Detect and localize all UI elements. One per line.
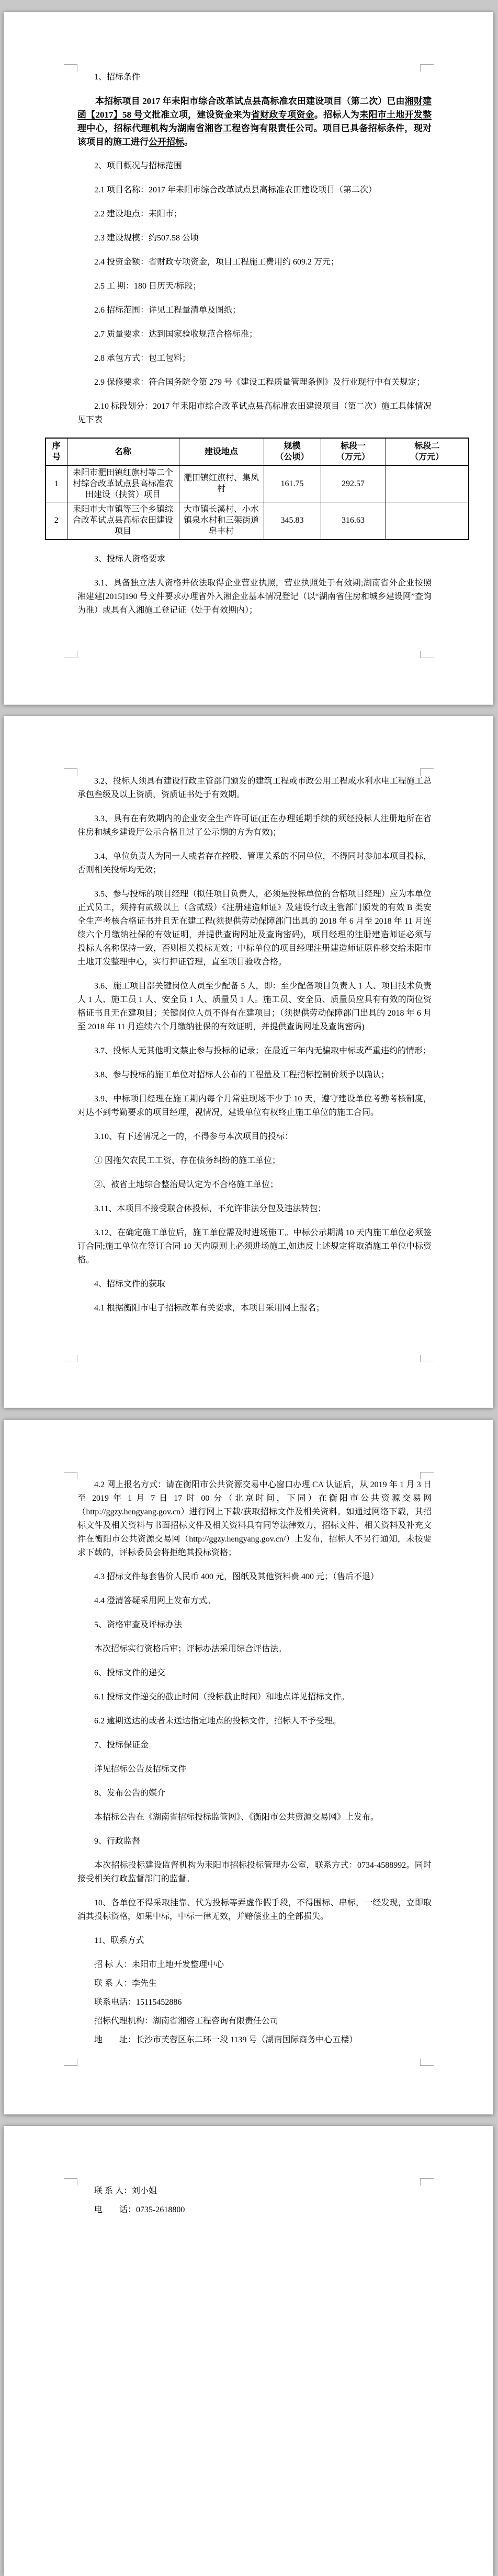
cell-index: 1: [46, 465, 67, 502]
page-1-content: [52, 12, 444, 628]
col-header-location: 建设地点: [179, 438, 264, 465]
table-row: [46, 502, 469, 539]
clause-qualification-3-5: 3.5、参与投标的项目经理（拟任项目负责人，必须是投标单位的合格项目经理）应为本单位正式员工，须持有贰级以上（含贰级）《注册建造师证》及建设行政主管部门颁发的有效 B 类安全生产考核合格证书并且无在建工程(须提供劳动保障部门出具的 2018 年 6 月至 2018 年 11 月连续六个月缴纳社保的有效证明，并提供查询网址及查询密码)，项目经理的注册建造师证必须与投标人名称保持一致，否则相关投标无效；中标单位的项目经理注册建造师证原件移交给耒阳市土地开发整理中心，实行押证管理，直至项目验收合格。: [77, 890, 432, 967]
cell-location: 淝田镇红旗村、集凤村: [179, 465, 264, 502]
paragraph-tender-intro: [77, 95, 432, 149]
text-boundary-mark: [64, 651, 77, 658]
clause-location: 2.2 建设地点：耒阳市；: [94, 210, 183, 218]
clause-section-division: 2.10 标段划分：2017 年耒阳市综合改革试点县高标准农田建设项目（第二次）施工具体情况见下表: [77, 402, 432, 424]
clause-item-circle-1: ① 因拖欠农民工工资、存在债务纠纷的施工单位；: [94, 1156, 281, 1165]
clause-qualification-3-7: 3.7、投标人无其他明文禁止参与投标的记录；在最近三年内无骗取中标或严重违约的情形；: [94, 1046, 432, 1055]
clause-qualification-3-8: 3.8、参与投标的施工单位对招标人公布的工程量及工程招标控制价须予以确认；: [94, 1071, 390, 1079]
text-boundary-mark: [420, 1355, 434, 1362]
cell-scale: 161.75: [264, 465, 321, 502]
text-boundary-mark: [64, 1355, 77, 1362]
clause-qualification-3-12: 3.12、在确定施工单位后，施工单位需及时进场施工。中标公示期满 10 天内施工单位必须签订合同;施工单位在签订合同 10 天内原则上必须进场施工,如违反上述规定将取消施工单位中标资格。: [77, 1228, 432, 1264]
document-page-1: [4, 12, 493, 705]
intro-segment: ，招标代理机构为: [105, 123, 178, 133]
intro-segment: 文批准立项，建设资金来为: [142, 110, 252, 120]
clause-bid-bond-detail: 详见招标公告及招标文件: [94, 1765, 187, 1774]
text-boundary-mark: [64, 1472, 77, 1479]
heading-bidder-qualifications: 3、投标人资格要求: [94, 555, 166, 564]
cell-bid1: 316.63: [321, 502, 386, 539]
intro-segment: 。项目已具备招标条件，现对该项目的施工进行: [77, 123, 432, 147]
contact-agency: 招标代理机构：湖南省湘咨工程咨询有限责任公司: [94, 2017, 279, 2026]
col-header-bid1: 标段一 （万元）: [321, 438, 386, 465]
col-header-scale: 规模 （公顷）: [264, 438, 321, 465]
intro-segment: 。招标人为: [314, 110, 360, 120]
heading-document-acquisition: 4、招标文件的获取: [94, 1280, 166, 1289]
document-page-4: [4, 2126, 493, 2576]
cell-name: 耒阳市淝田镇红旗村等二个村综合改革试点县高标准农田建设（扶贫）项目: [67, 465, 179, 502]
col-header-bid2: 标段二 （万元）: [386, 438, 469, 465]
heading-qualification-review: 5、资格审查及评标办法: [94, 1620, 183, 1629]
page-3-content: [77, 1420, 432, 2052]
cell-location: 大市镇长溪村、小水镇泉水村和三架街道皂丰村: [179, 502, 264, 539]
heading-bid-submission: 6、投标文件的递交: [94, 1669, 166, 1677]
clause-qualification-3-2: 3.2、投标人须具有建设行政主管部门颁发的建筑工程或市政公用工程或水利水电工程施工总承包叁级及以上资质，资质证书处于有效期。: [77, 777, 432, 799]
text-boundary-mark: [64, 768, 77, 776]
contact-tenderer: 招 标 人：耒阳市土地开发整理中心: [94, 1960, 224, 1969]
clause-warranty: 2.9 保修要求：符合国务院令第 279 号《建设工程质量管理条例》及行业现行中有关规定；: [94, 378, 425, 387]
cell-scale: 345.83: [264, 502, 321, 539]
clause-announcement-media-detail: 本招标公告在《湖南省招标投标监管网》、《衡阳市公共资源交易网》上发布。: [94, 1813, 379, 1822]
clause-qualification-3-11: 3.11、本项目不接受联合体投标，不允许非法分包及违法转包；: [94, 1204, 326, 1213]
text-boundary-mark: [420, 651, 434, 658]
contact-phone: 联系电话：15115452886: [94, 1998, 182, 2007]
clause-submission-6-2: 6.2 逾期送达的或者未送达指定地点的投标文件，招标人不予受理。: [94, 1717, 342, 1726]
contact-person: 联 系 人：李先生: [94, 1979, 157, 1988]
cell-bid2: [386, 465, 469, 502]
clause-submission-6-1: 6.1 投标文件递交的截止时间（投标截止时间）和地点详见招标文件。: [94, 1693, 350, 1701]
intro-segment-underlined: 湘财建函【2017】58 号: [77, 96, 432, 120]
heading-project-overview: 2、项目概况与招标范围: [94, 162, 183, 170]
clause-document-price-4-3: 4.3 招标文件每套售价人民币 400 元，图纸及其他资料费 400 元；（售后不退）: [94, 1572, 379, 1581]
table-header-row: [46, 438, 469, 465]
clause-qualification-3-3: 3.3、具有在有效期内的企业安全生产许可证(正在办理延期手续的须经投标人注册地所在省住房和城乡建设厅公示合格且过了公示期的方为有效)；: [77, 814, 432, 837]
clause-duration: 2.5 工 期：180 日历天/标段；: [94, 282, 201, 291]
clause-online-registration-4-2: 4.2 网上报名方式：请在衡阳市公共资源交易中心窗口办理 CA 认证后，从 2019 年 1 月 3 日至 2019 年 1 月 7 日 17 时 00 分（北京时间，下同）在衡阳市公共资源交易网（http://ggzy.hengyang.gov.cn）进行网上下载/获取招标文件及相关资料。如通过网络下载，其招标文件及相关资料与书面招标文件及相关资料具有同等法律效力，招标文件、相关资料及补充文件在衡阳市公共资源交易网（http://ggzy.hengyang.gov.cn/）上发布，招标人不另行通知，未按要求下载的，评标委员会将拒绝其投标资格；: [77, 1480, 432, 1557]
col-header-index: 序 号: [46, 438, 67, 465]
clause-contract-mode: 2.8 承包方式：包工包料；: [94, 354, 191, 363]
cell-bid2: [386, 502, 469, 539]
clause-qualification-3-9: 3.9、中标项目经理在施工期内每个月常驻现场不少于 10 天，遵守建设单位考勤考核制度，对达不到考勤要求的项目经理，视情况，建设单位有权终止施工单位的施工合同。: [77, 1095, 432, 1117]
clause-qualification-3-4: 3.4、单位负责人为同一人或者存在控股、管理关系的不同单位，不得同时参加本项目投标，否则相关投标均无效；: [77, 852, 432, 875]
page-2-content: [77, 716, 432, 1326]
bid-sections-table: [45, 438, 469, 540]
intro-segment: 本招标项目 2017 年耒阳市综合改革试点县高标准农田建设项目（第二次）已由: [95, 96, 405, 106]
contact-person-2: 联 系 人：刘小姐: [94, 2187, 157, 2195]
intro-segment: 。: [184, 137, 193, 147]
contact-address: 地 址：长沙市芙蓉区东二环一段 1139 号（湖南国际商务中心五楼）: [94, 2036, 358, 2044]
clause-scale: 2.3 建设规模：约507.58 公顷: [94, 234, 199, 243]
intro-segment-underlined: 湖南省湘咨工程咨询有限责任公司: [177, 123, 314, 133]
col-header-name: 名称: [67, 438, 179, 465]
cell-name: 耒阳市大市镇等三个乡镇综合改革试点县高标农田建设项目: [67, 502, 179, 539]
clause-item-circle-2: ②、被省土地综合整治局认定为不合格施工单位；: [94, 1180, 279, 1189]
clause-qualification-3-1: 3.1、具备独立法人资格并依法取得企业营业执照，营业执照处于有效期;湖南省外企业按照湘建建[2015]190 号文件要求办理省外入湘企业基本情况登记（以“湖南省住房和城乡建设网”查询为准）或具有入湘施工登记证（处于有效期内）；: [77, 579, 432, 615]
text-boundary-mark: [64, 2058, 77, 2066]
intro-segment-underlined: 耒阳市土地开发整理中心: [77, 110, 432, 133]
clause-quality: 2.7 质量要求：达到国家验收规范合格标准；: [94, 330, 258, 339]
document-page-2: [4, 716, 493, 1408]
document-page-3: [4, 1420, 493, 2114]
intro-segment-underlined: 省财政专项资金: [251, 110, 314, 120]
cell-index: 2: [46, 502, 67, 539]
clause-scope: 2.6 招标范围：详见工程量清单及图纸；: [94, 306, 241, 315]
clause-investment: 2.4 投资金额：省财政专项资金，项目工程施工费用约 609.2 万元；: [94, 258, 339, 267]
clause-review-method: 本次招标实行资格后审；评标办法采用综合评估法。: [94, 1644, 287, 1653]
text-boundary-mark: [420, 2058, 434, 2066]
clause-qualification-3-10: 3.10、有下述情况之一的，不得参与本次项目的投标：: [94, 1132, 293, 1141]
page-4-content: [77, 2126, 432, 2222]
heading-administrative-supervision: 9、行政监督: [94, 1837, 141, 1846]
heading-tender-conditions: 1、招标条件: [94, 73, 141, 82]
heading-announcement-media: 8、发布公告的媒介: [94, 1789, 166, 1798]
clause-acquisition-4-1: 4.1 根据衡阳市电子招标改革有关要求，本项目采用网上报名；: [94, 1304, 325, 1313]
text-boundary-mark: [64, 2178, 77, 2186]
clause-qualification-3-6: 3.6、施工项目部关键岗位人员至少配备 5 人，即：至少配备项目负责人 1 人、项目技术负责人 1 人、施工员 1 人、安全员 1 人、质量员 1 人。施工员、安全员、质量员应具有有效的岗位资格证书且无在建项目；关键岗位人员不得有在建项目；（须提供劳动保障部门出具的 2018 年 6 月至 2018 年 11 月连续六个月缴纳社保的有效证明，并提供查询网址及查询密码): [77, 982, 432, 1031]
contact-phone-2: 电 话：0735-2618800: [94, 2205, 185, 2214]
clause-prohibited-practices: 10、各单位不得采取挂靠、代为投标等弄虚作假手段，不得围标、串标，一经发现，立即取消其投标资格，如果中标，中标一律无效，并赔偿业主的全部损失。: [77, 1899, 432, 1921]
cell-bid1: 292.57: [321, 465, 386, 502]
clause-supervision-detail: 本次招标投标建设监督机构为耒阳市招标投标管理办公室，联系方式：0734-4588992。同时接受相关行政监督部门的监督。: [77, 1861, 432, 1883]
table-row: [46, 465, 469, 502]
clause-clarification-4-4: 4.4 澄清答疑采用网上发布方式。: [94, 1596, 216, 1605]
intro-segment-underlined: 公开招标: [149, 137, 184, 147]
text-boundary-mark: [64, 64, 77, 72]
heading-contact-info: 11、联系方式: [94, 1936, 144, 1945]
clause-project-name: 2.1 项目名称：2017 年耒阳市综合改革试点县高标准农田建设项目（第二次）: [94, 186, 377, 194]
heading-bid-bond: 7、投标保证金: [94, 1741, 149, 1750]
